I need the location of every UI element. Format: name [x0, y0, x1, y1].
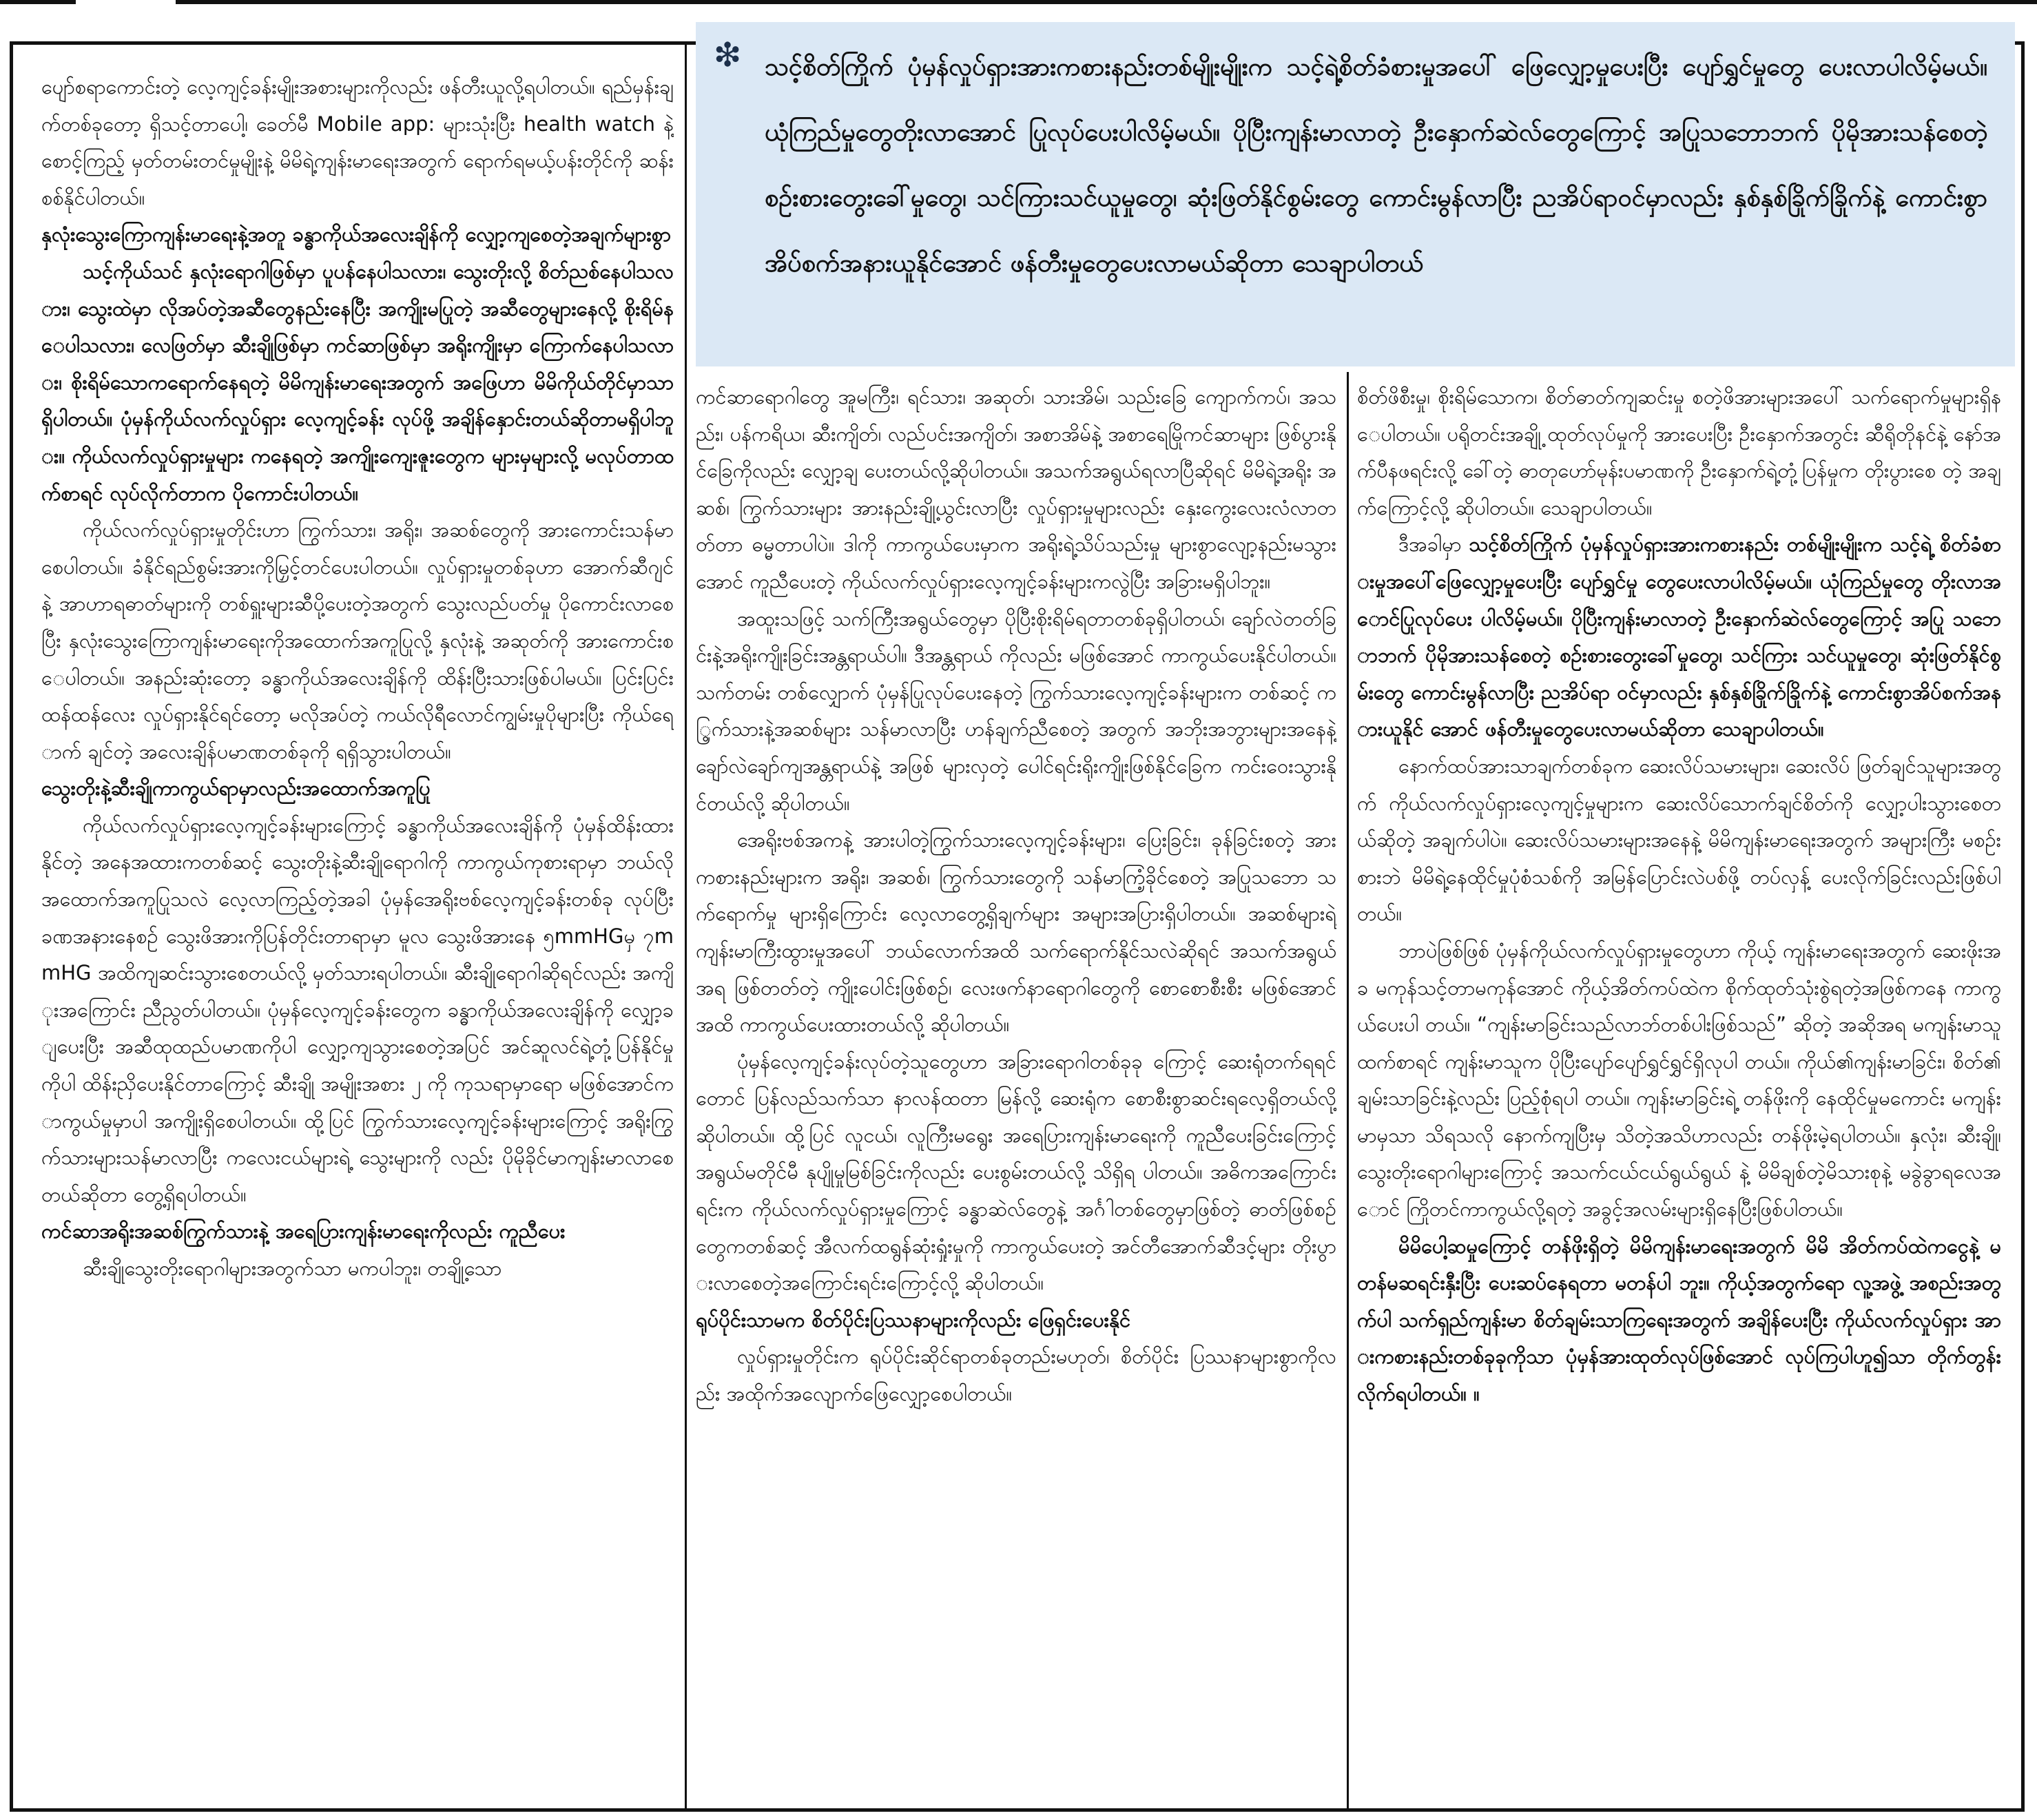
paragraph: မိမိပေါ့ဆမှုကြောင့် တန်ဖိုးရှိတဲ့ မိမိကျန်းမာရေးအတွက် မိမိ အိတ်ကပ်ထဲကငွေနဲ့ မတန်မဆရင်းနှီးပြီး ပေးဆပ်နေရတာ မတန်ပါ ဘူး။ ကိုယ့်အတွက်ရော လူ့အဖွဲ့ အစည်းအတွက်ပါ သက်ရှည်ကျန်းမာ စိတ်ချမ်းသာကြရေးအတွက် အချိန်ပေးပြီး ကိုယ်လက်လှုပ်ရှား အားကစားနည်းတစ်ခုခုကိုသာ ပုံမှန်အားထုတ်လုပ်ဖြစ်အောင် လုပ်ကြပါဟူ၍သာ တိုက်တွန်းလိုက်ရပါတယ်။ ။ — [1357, 1234, 2001, 1406]
article-column-1 — [41, 69, 674, 1805]
paragraph: ကင်ဆာရောဂါတွေ အူမကြီး၊ ရင်သား၊ အဆုတ်၊ သားအိမ်၊ သည်းခြေ ကျောက်ကပ်၊ အသည်း၊ ပန်ကရိယ၊ ဆီးကျိတ်၊ လည်ပင်းအကျိတ်၊ အစာအိမ်နဲ့ အစာရေမြိုကင်ဆာများ ဖြစ်ပွားနိုင်ခြေကိုလည်း လျှော့ချ ပေးတယ်လို့ဆိုပါတယ်။ အသက်အရွယ်ရလာပြီဆိုရင် မိမိရဲ့အရိုး အဆစ်၊ ကြွက်သားများ အားနည်းချို့ယွင်းလာပြီး လှုပ်ရှားမှုများလည်း နှေးကွေးလေးလံလာတတ်တာ ဓမ္မတာပါပဲ။ ဒါကို ကာကွယ်ပေးမှာက အရိုးရဲ့သိပ်သည်းမှု များစွာလျော့နည်းမသွားအောင် ကူညီပေးတဲ့ ကိုယ်လက်လှုပ်ရှားလေ့ကျင့်ခန်းများကလွဲပြီး အခြားမရှိပါဘူး။ — [696, 385, 1336, 593]
paragraph: အေရိုးဗစ်အကနဲ့ အားပါတဲ့ကြွက်သားလေ့ကျင့်ခန်းများ၊ ပြေးခြင်း၊ ခုန်ခြင်းစတဲ့ အားကစားနည်းများက အရိုး၊ အဆစ်၊ ကြွက်သားတွေကို သန်မာကြံ့ခိုင်စေတဲ့ အပြုသဘော သက်ရောက်မှု များရှိကြောင်း လေ့လာတွေ့ရှိချက်များ အများအပြားရှိပါတယ်။ အဆစ်များရဲ့ ကျန်းမာကြီးထွားမှုအပေါ် ဘယ်လောက်အထိ သက်ရောက်နိုင်သလဲဆိုရင် အသက်အရွယ်အရ ဖြစ်တတ်တဲ့ ကျိုးပေါင်းဖြစ်စဉ်၊ လေးဖက်နာရောဂါတွေကို စောစောစီးစီး မဖြစ်အောင်အထိ ကာကွယ်ပေးထားတယ်လို့ ဆိုပါတယ်။ — [696, 828, 1336, 1037]
paragraph: နောက်ထပ်အားသာချက်တစ်ခုက ဆေးလိပ်သမားများ၊ ဆေးလိပ် ဖြတ်ချင်သူများအတွက် ကိုယ်လက်လှုပ်ရှားလေ့ကျင့်မှုများက ဆေးလိပ်သောက်ချင်စိတ်ကို လျှော့ပါးသွားစေတယ်ဆိုတဲ့ အချက်ပါပဲ။ ဆေးလိပ်သမားများအနေနဲ့ မိမိကျန်းမာရေးအတွက် အများကြီး မစဉ်းစားဘဲ မိမိရဲ့နေထိုင်မှုပုံစံသစ်ကို အမြန်ပြောင်းလဲပစ်ဖို့ တပ်လှန့် ပေးလိုက်ခြင်းလည်းဖြစ်ပါတယ်။ — [1357, 754, 2001, 926]
article-column-2 — [696, 379, 1336, 1808]
column-divider-1 — [685, 41, 687, 1812]
emphasis-text: သင့်စိတ်ကြိုက် ပုံမှန်လှုပ်ရှားအားကစားနည်း တစ်မျိုးမျိုးက သင့်ရဲ့ စိတ်ခံစားမှုအပေါ်ဖြေလျှော့မှုပေးပြီး ပျော်ရွှင်မှု တွေပေးလာပါလိမ့်မယ်။ ယုံကြည်မှုတွေ တိုးလာအောင်ပြုလုပ်ပေး ပါလိမ့်မယ်။ ပိုပြီးကျန်းမာလာတဲ့ ဦးနှောက်ဆဲလ်တွေကြောင့် အပြု သဘောဘက် ပိုမိုအားသန်စေတဲ့ စဉ်းစားတွေးခေါ်မှုတွေ၊ သင်ကြား သင်ယူမှုတွေ၊ ဆုံးဖြတ်နိုင်စွမ်းတွေ ကောင်းမွန်လာပြီး ညအိပ်ရာ ဝင်မှာလည်း နှစ်နှစ်ခြိုက်ခြိုက်နဲ့ ကောင်းစွာအိပ်စက်အနားယူနိုင် အောင် ဖန်တီးမှုတွေပေးလာမယ်ဆိုတာ သေချာပါတယ်။ — [1357, 532, 2001, 741]
column-divider-2 — [1347, 372, 1349, 1812]
section-heading: ကင်ဆာအရိုးအဆစ်ကြွက်သားနဲ့ အရေပြားကျန်းမာရေးကိုလည်း ကူညီပေး — [41, 1219, 566, 1243]
paragraph: ပျော်စရာကောင်းတဲ့ လေ့ကျင့်ခန်းမျိုးအစားများကိုလည်း ဖန်တီးယူလို့ရပါတယ်။ ရည်မှန်းချက်တစ်ခုတော့ ရှိသင့်တာပေါ့၊ ခေတ်မီ Mobile app: များသုံးပြီး health watch နဲ့ စောင့်ကြည့် မှတ်တမ်းတင်မှုမျိုးနဲ့ မိမိရဲ့ကျန်းမာရေးအတွက် ရောက်ရမယ့်ပန်းတိုင်ကို ဆန်းစစ်နိုင်ပါတယ်။ — [41, 75, 674, 209]
highlight-callout — [696, 22, 2015, 366]
asterisk-bullet-icon: ❇ — [714, 36, 742, 74]
section-heading: နှလုံးသွေးကြောကျန်းမာရေးနဲ့အတူ ခန္ဓာကိုယ်အလေးချိန်ကို လျှော့ကျစေတဲ့အချက်များစွာ — [41, 223, 672, 247]
callout-text: သင့်စိတ်ကြိုက် ပုံမှန်လှုပ်ရှားအားကစားနည်းတစ်မျိုးမျိုးက သင့်ရဲ့စိတ်ခံစားမှုအပေါ် ဖြေလျှော့မှုပေးပြီး ပျော်ရွှင်မှုတွေ ပေးလာပါလိမ့်မယ်။ ယုံကြည်မှုတွေတိုးလာအောင် ပြုလုပ်ပေးပါလိမ့်မယ်။ ပိုပြီးကျန်းမာလာတဲ့ ဦးနှောက်ဆဲလ်တွေကြောင့် အပြုသဘောဘက် ပိုမိုအားသန်စေတဲ့ စဉ်းစားတွေးခေါ်မှုတွေ၊ သင်ကြားသင်ယူမှုတွေ၊ ဆုံးဖြတ်နိုင်စွမ်းတွေ ကောင်းမွန်လာပြီး ညအိပ်ရာဝင်မှာလည်း နှစ်နှစ်ခြိုက်ခြိုက်နဲ့ ကောင်းစွာအိပ်စက်အနားယူနိုင်အောင် ဖန်တီးမှုတွေပေးလာမယ်ဆိုတာ သေချာပါတယ် — [765, 53, 1988, 278]
paragraph-lead: ဒီအခါမှာ — [1398, 532, 1469, 557]
paragraph: လှုပ်ရှားမှုတိုင်းက ရုပ်ပိုင်းဆိုင်ရာတစ်ခုတည်းမဟုတ်၊ စိတ်ပိုင်း ပြဿနာများစွာကိုလည်း အထိုက်အလျောက်ဖြေလျှော့စေပါတယ်။ — [696, 1345, 1336, 1406]
paragraph: ပုံမှန်လေ့ကျင့်ခန်းလုပ်တဲ့သူတွေဟာ အခြားရောဂါတစ်ခုခု ကြောင့် ဆေးရုံတက်ရရင်တောင် ပြန်လည်သက်သာ နာလန်ထတာ မြန်လို့ ဆေးရုံက စောစီးစွာဆင်းရလေ့ရှိတယ်လို့ ဆိုပါတယ်။ ထို့ပြင် လူငယ်၊ လူကြီးမရွေး အရေပြားကျန်းမာရေးကို ကူညီပေးခြင်းကြောင့် အရွယ်မတိုင်မီ နုပျိုမှုမြစ်ခြင်းကိုလည်း ပေးစွမ်းတယ်လို့ သိရှိရ ပါတယ်။ အဓိကအကြောင်းရင်းက ကိုယ်လက်လှုပ်ရှားမှုကြောင့် ခန္ဓာဆဲလ်တွေနဲ့ အင်္ဂါတစ်တွေမှာဖြစ်တဲ့ ဓာတ်ဖြစ်စဉ်တွေကတစ်ဆင့် အီလက်ထရွန်ဆုံးရှုံးမှုကို ကာကွယ်ပေးတဲ့ အင်တီအောက်ဆီဒင့်များ တိုးပွားလာစေတဲ့အကြောင်းရင်းကြောင့်လို့ ဆိုပါတယ်။ — [696, 1049, 1336, 1295]
section-heading: ရုပ်ပိုင်းသာမက စိတ်ပိုင်းပြဿနာများကိုလည်း ဖြေရှင်းပေးနိုင် — [696, 1307, 1131, 1332]
section-heading: သွေးတိုးနဲ့ဆီးချိုကာကွယ်ရာမှာလည်းအထောက်အကူပြု — [41, 776, 431, 800]
paragraph: သင့်ကိုယ်သင် နှလုံးရောဂါဖြစ်မှာ ပူပန်နေပါသလား၊ သွေးတိုးလို့ စိတ်ညစ်နေပါသလား၊ သွေးထဲမှာ လိုအပ်တဲ့အဆီတွေနည်းနေပြီး အကျိုးမပြုတဲ့ အဆီတွေများနေလို့ စိုးရိမ်နေပါသလား၊ လေဖြတ်မှာ ဆီးချိုဖြစ်မှာ ကင်ဆာဖြစ်မှာ အရိုးကျိုးမှာ ကြောက်နေပါသလား၊ စိုးရိမ်သောကရောက်နေရတဲ့ မိမိကျန်းမာရေးအတွက် အဖြေဟာ မိမိကိုယ်တိုင်မှာသာရှိပါတယ်။ ပုံမှန်ကိုယ်လက်လှုပ်ရှား လေ့ကျင့်ခန်း လုပ်ဖို့ အချိန်နှောင်းတယ်ဆိုတာမရှိပါဘူး။ ကိုယ်လက်လှုပ်ရှားမှုများ ကနေရတဲ့ အကျိုးကျေးဇူးတွေက များမှများလို့ မလုပ်တာထက်စာရင် လုပ်လိုက်တာက ပိုကောင်းပါတယ်။ — [41, 259, 674, 505]
paragraph: ကိုယ်လက်လှုပ်ရှားလေ့ကျင့်ခန်းများကြောင့် ခန္ဓာကိုယ်အလေးချိန်ကို ပုံမှန်ထိန်းထားနိုင်တဲ့ အနေအထားကတစ်ဆင့် သွေးတိုးနဲ့ဆီးချိုရောဂါကို ကာကွယ်ကုစားရာမှာ ဘယ်လို အထောက်အကူပြုသလဲ လေ့လာကြည့်တဲ့အခါ ပုံမှန်အေရိုးဗစ်လေ့ကျင့်ခန်းတစ်ခု လုပ်ပြီး ခဏအနားနေစဉ် သွေးဖိအားကိုပြန်တိုင်းတာရာမှာ မူလ သွေးဖိအားနေ ၅mmHGမှ ၇mmHG အထိကျဆင်းသွားစေတယ်လို့ မှတ်သားရပါတယ်။ ဆီးချိုရောဂါဆိုရင်လည်း အကျိုးအကြောင်း ညီညွတ်ပါတယ်။ ပုံမှန်လေ့ကျင့်ခန်းတွေက ခန္ဓာကိုယ်အလေးချိန်ကို လျှော့ချပေးပြီး အဆီထုထည်ပမာဏကိုပါ လျှော့ကျသွားစေတဲ့အပြင် အင်ဆူလင်ရဲ့တုံ့ပြန်နိုင်မှုကိုပါ ထိန်းညှိပေးနိုင်တာကြောင့် ဆီးချို အမျိုးအစား ၂ ကို ကုသရာမှာရော မဖြစ်အောင်ကာကွယ်မှုမှာပါ အကျိုးရှိစေပါတယ်။ ထို့ပြင် ကြွက်သားလေ့ကျင့်ခန်းများကြောင့် အရိုးကြွက်သားများသန်မာလာပြီး ကလေးငယ်များရဲ့ သွေးများကို လည်း ပိုမိုခိုင်မာကျန်းမာလာစေတယ်ဆိုတာ တွေ့ရှိရပါတယ်။ — [41, 813, 674, 1206]
article-column-3 — [1357, 379, 2001, 1808]
top-rule-main — [176, 0, 2037, 4]
paragraph: ဘာပဲဖြစ်ဖြစ် ပုံမှန်ကိုယ်လက်လှုပ်ရှားမှုတွေဟာ ကိုယ့် ကျန်းမာရေးအတွက် ဆေးဖိုးအခ မကုန်သင့်တာမကုန်အောင် ကိုယ့်အိတ်ကပ်ထဲက စိုက်ထုတ်သုံးစွဲရတဲ့အဖြစ်ကနေ ကာကွယ်ပေးပါ တယ်။ “ကျန်းမာခြင်းသည်လာဘ်တစ်ပါးဖြစ်သည်” ဆိုတဲ့ အဆိုအရ မကျန်းမာသူထက်စာရင် ကျန်းမာသူက ပိုပြီးပျော်ပျော်ရွှင်ရွှင်ရှိလုပါ တယ်။ ကိုယ်၏ကျန်းမာခြင်း၊ စိတ်၏ချမ်းသာခြင်းနဲ့လည်း ပြည့်စုံရပါ တယ်။ ကျန်းမာခြင်းရဲ့ တန်ဖိုးကို နေထိုင်မှုမကောင်း မကျန်းမာမှသာ သိရသလို နောက်ကျပြီးမှ သိတဲ့အသိဟာလည်း တန်ဖိုးမဲ့ရပါတယ်။ နှလုံး၊ ဆီးချို၊ သွေးတိုးရောဂါများကြောင့် အသက်ငယ်ငယ်ရွယ်ရွယ် နဲ့ မိမိချစ်တဲ့မိသားစုနဲ့ မခွဲခွာရလေအောင် ကြိုတင်ကာကွယ်လို့ရတဲ့ အခွင့်အလမ်းများရှိနေပြီးဖြစ်ပါတယ်။ — [1357, 938, 2001, 1221]
paragraph: ကိုယ်လက်လှုပ်ရှားမှုတိုင်းဟာ ကြွက်သား၊ အရိုး၊ အဆစ်တွေကို အားကောင်းသန်မာစေပါတယ်။ ခံနိုင်ရည်စွမ်းအားကိုမြှင့်တင်ပေးပါတယ်။ လှုပ်ရှားမှုတစ်ခုဟာ အောက်ဆီဂျင်နဲ့ အာဟာရဓာတ်များကို တစ်ရှူးများဆီပို့ပေးတဲ့အတွက် သွေးလည်ပတ်မှု ပိုကောင်းလာစေပြီး နှလုံးသွေးကြောကျန်းမာရေးကိုအထောက်အကူပြုလို့ နှလုံးနဲ့ အဆုတ်ကို အားကောင်းစေပါတယ်။ အနည်းဆုံးတော့ ခန္ဓာကိုယ်အလေးချိန်ကို ထိန်းပြီးသားဖြစ်ပါမယ်။ ပြင်းပြင်းထန်ထန်လေး လှုပ်ရှားနိုင်ရင်တော့ မလိုအပ်တဲ့ ကယ်လိုရီလောင်ကျွမ်းမှုပိုများပြီး ကိုယ်ရောက် ချင်တဲ့ အလေးချိန်ပမာဏတစ်ခုကို ရရှိသွားပါတယ်။ — [41, 518, 674, 763]
paragraph: ဆီးချိုသွေးတိုးရောဂါများအတွက်သာ မကပါဘူး၊ တချို့သော — [83, 1257, 502, 1280]
paragraph: စိတ်ဖိစီးမှု၊ စိုးရိမ်သောက၊ စိတ်ဓာတ်ကျဆင်းမှု စတဲ့ဖိအားများအပေါ် သက်ရောက်မှုများရှိနေပါတယ်။ ပရိုတင်းအချို့ ထုတ်လုပ်မှုကို အားပေးပြီး ဦးနှောက်အတွင်း ဆီရိုတိုနင်နဲ့ နော်အက်ပီနဖရင်းလို့ ခေါ်တဲ့ ဓာတုဟော်မုန်းပမာဏကို ဦးနှောက်ရဲ့တုံ့ပြန်မှုက တိုးပွားစေ တဲ့ အချက်ကြောင့်လို့ ဆိုပါတယ်။ သေချာပါတယ်။ — [1357, 385, 2001, 519]
paragraph — [1357, 526, 2001, 748]
paragraph: အထူးသဖြင့် သက်ကြီးအရွယ်တွေမှာ ပိုပြီးစိုးရိမ်ရတာတစ်ခုရှိပါတယ်၊ ချော်လဲတတ်ခြင်းနဲ့အရိုးကျိုးခြင်းအန္တရာယ်ပါ။ ဒီအန္တရာယ် ကိုလည်း မဖြစ်အောင် ကာကွယ်ပေးနိုင်ပါတယ်။ သက်တမ်း တစ်လျှောက် ပုံမှန်ပြုလုပ်ပေးနေတဲ့ ကြွက်သားလေ့ကျင့်ခန်းများက တစ်ဆင့် ကြွက်သားနဲ့အဆစ်များ သန်မာလာပြီး ဟန်ချက်ညီစေတဲ့ အတွက် အဘိုးအဘွားများအနေနဲ့ ချော်လဲချော်ကျအန္တရာယ်နဲ့ အဖြစ် များလှတဲ့ ပေါင်ရင်းရိုးကျိုးဖြစ်နိုင်ခြေက ကင်းဝေးသွားနိုင်တယ်လို့ ဆိုပါတယ်။ — [696, 606, 1336, 815]
top-rule-left — [0, 0, 76, 4]
